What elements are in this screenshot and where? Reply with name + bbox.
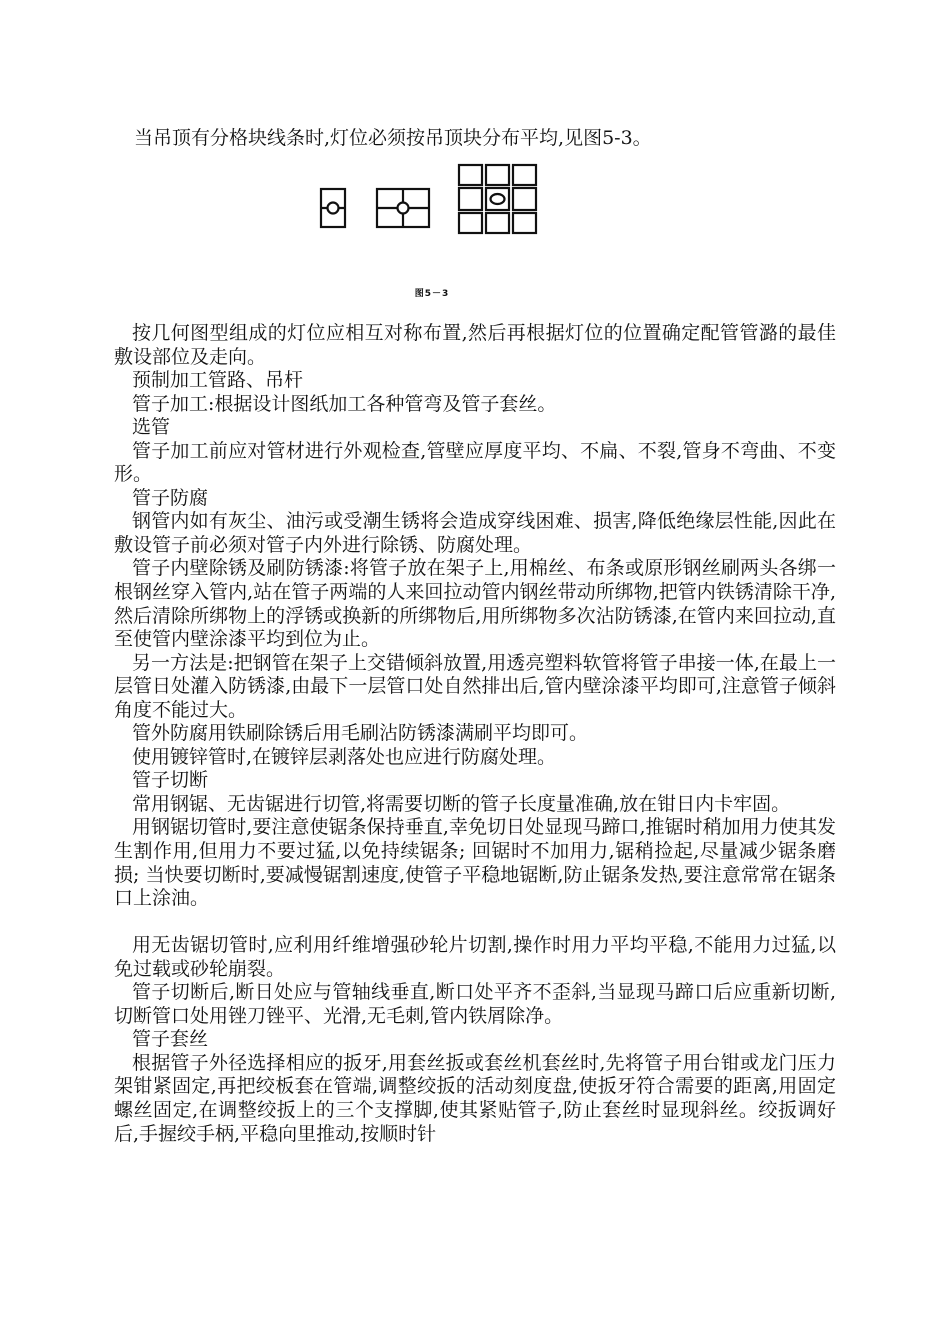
figure-caption: 图5－3 (414, 289, 450, 299)
lamp-icon (491, 194, 505, 204)
paragraph: 钢管内如有灰尘、油污或受潮生锈将会造成穿线困难、损害,降低绝缘层性能,因此在敷设管子前必须对管子内外进行除锈、防腐处理。 (114, 510, 836, 556)
paragraph: 常用钢锯、无齿锯进行切管,将需要切断的管子长度量准确,放在钳日内卡牢固。 (132, 792, 791, 815)
paragraph: 管子加工前应对管材进行外观检查,管壁应厚度平均、不扁、不裂,管身不弯曲、不变形。 (114, 439, 836, 486)
paragraph: 管子切断后,断日处应与管轴线垂直,断口处平齐不歪斜,当显现马蹄口后应重新切断,切断管口处用锉刀锉平、光滑,无毛刺,管内铁屑除净。 (114, 981, 836, 1027)
paragraph: 根据管子外径选择相应的扳牙,用套丝扳或套丝机套丝时,先将管子用台钳或龙门压力架钳紧固定,再把绞板套在管端,调整绞扳的活动刻度盘,使扳牙符合需要的距离,用固定螺丝固定,在调整绞扳上的三个支撑脚,使其紧贴管子,防止套丝时显现斜丝。绞扳调好后,手握绞手柄,平稳向里推动,按顺时针 (114, 1051, 836, 1145)
intro-paragraph: 当吊顶有分格块线条时,灯位必须按吊顶块分布平均,见图5-3。 (134, 127, 652, 149)
paragraph: 另一方法是:把钢管在架子上交错倾斜放置,用透亮塑料软管将管子串接一体,在最上一层管日处灌入防锈漆,由最下一层管口处自然排出后,管内壁涂漆平均即可,注意管子倾斜角度不能过大。 (114, 651, 836, 721)
paragraph: 管外防腐用铁刷除锈后用毛刷沾防锈漆满刷平均即可。 (132, 722, 589, 745)
lamp-icon (328, 203, 339, 214)
section-heading: 预制加工管路、吊杆 (132, 369, 304, 392)
section-heading: 管子防腐 (132, 486, 209, 509)
paragraph: 管子内壁除锈及刷防锈漆:将管子放在架子上,用棉丝、布条或原形钢丝刷两头各绑一根钢丝穿入管内,站在管子两端的人来回拉动管内钢丝带动所绑物,把管内铁锈清除干净,然后清除所绑物上的浮锈或换新的所绑物后,用所绑物多次沾防锈漆,在管内来回拉动,直至使管内壁涂漆平均到位为止。 (114, 557, 836, 651)
paragraph: 用无齿锯切管时,应利用纤维增强砂轮片切割,操作时用力平均平稳,不能用力过猛,以免过载或砂轮崩裂。 (114, 934, 836, 980)
section-heading: 管子套丝 (132, 1028, 209, 1051)
section-heading: 管子切断 (132, 769, 209, 792)
paragraph: 使用镀锌管时,在镀锌层剥落处也应进行防腐处理。 (132, 745, 557, 768)
paragraph-gap (114, 911, 836, 935)
paragraph: 按几何图型组成的灯位应相互对称布置,然后再根据灯位的位置确定配管管潞的最佳敷设部位及走向。 (114, 322, 836, 368)
ceiling-grid-lamp-diagram (318, 162, 548, 242)
body-text (114, 322, 836, 1146)
lamp-icon (398, 203, 409, 214)
paragraph: 用钢锯切管时,要注意使锯条保持垂直,幸免切日处显现马蹄口,推锯时稍加用力使其发生割作用,但用力不要过猛,以免持续锯条; 回锯时不加用力,锯稍捡起,尽量减少锯条磨损; 当快要切断时,要减慢锯割速度,使管子平稳地锯断,防止锯条发热,要注意常常在锯条口上涂油。 (114, 816, 836, 910)
section-heading: 选管 (132, 416, 171, 439)
paragraph: 管子加工:根据设计图纸加工各种管弯及管子套丝。 (132, 392, 557, 415)
